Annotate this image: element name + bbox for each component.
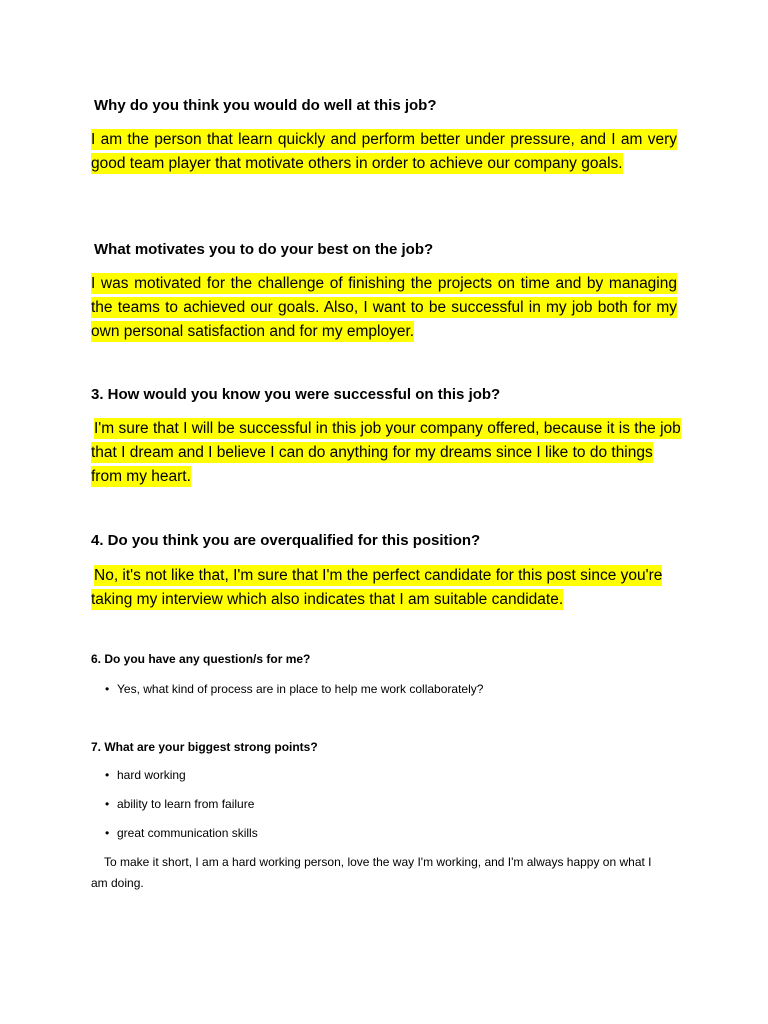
answer-3 bbox=[91, 417, 681, 489]
question-3: 3. How would you know you were successful on this job? bbox=[91, 386, 501, 403]
q7-bullet-text: great communication skills bbox=[117, 826, 258, 840]
q7-bullet-text: ability to learn from failure bbox=[117, 797, 255, 811]
question-4: 4. Do you think you are overqualified for this position? bbox=[91, 532, 481, 549]
answer-1-text: I am the person that learn quickly and perform better under pressure, and I am very good team player that motivate others in order to achieve our company goals. bbox=[91, 131, 677, 172]
answer-1 bbox=[91, 128, 677, 176]
bullet-dot: • bbox=[105, 768, 110, 782]
question-2: What motivates you to do your best on the job? bbox=[94, 241, 434, 258]
question-7: 7. What are your biggest strong points? bbox=[91, 740, 318, 754]
answer-2 bbox=[91, 272, 677, 344]
q7-bullet-item bbox=[105, 767, 186, 783]
bullet-dot: • bbox=[105, 682, 110, 696]
answer-4-text: No, it's not like that, I'm sure that I'm the perfect candidate for this post since you're taking my interview which also indicates that I am suitable candidate. bbox=[91, 567, 663, 608]
bullet-dot: • bbox=[105, 826, 110, 840]
q6-bullet-item bbox=[105, 681, 483, 697]
q6-bullet-text: Yes, what kind of process are in place to help me work collaborately? bbox=[117, 682, 484, 696]
answer-2-text: I was motivated for the challenge of finishing the projects on time and by managing the teams to achieved our goals. Also, I want to be successful in my job both for my own personal satisfaction and for my employer. bbox=[91, 275, 677, 340]
question-1: Why do you think you would do well at this job? bbox=[94, 97, 437, 114]
q7-bullet-item bbox=[105, 825, 258, 841]
question-6: 6. Do you have any question/s for me? bbox=[91, 652, 311, 666]
answer-3-text: I'm sure that I will be successful in this job your company offered, because it is the job that I dream and I believe I can do anything for my dreams since I like to do things from my heart. bbox=[91, 420, 681, 485]
answer-4 bbox=[91, 564, 681, 612]
q7-bullet-text: hard working bbox=[117, 768, 186, 782]
bullet-dot: • bbox=[105, 797, 110, 811]
closing-paragraph: To make it short, I am a hard working person, love the way I'm working, and I'm always happy on what I am doing. bbox=[91, 855, 652, 890]
q7-bullet-item bbox=[105, 796, 254, 812]
